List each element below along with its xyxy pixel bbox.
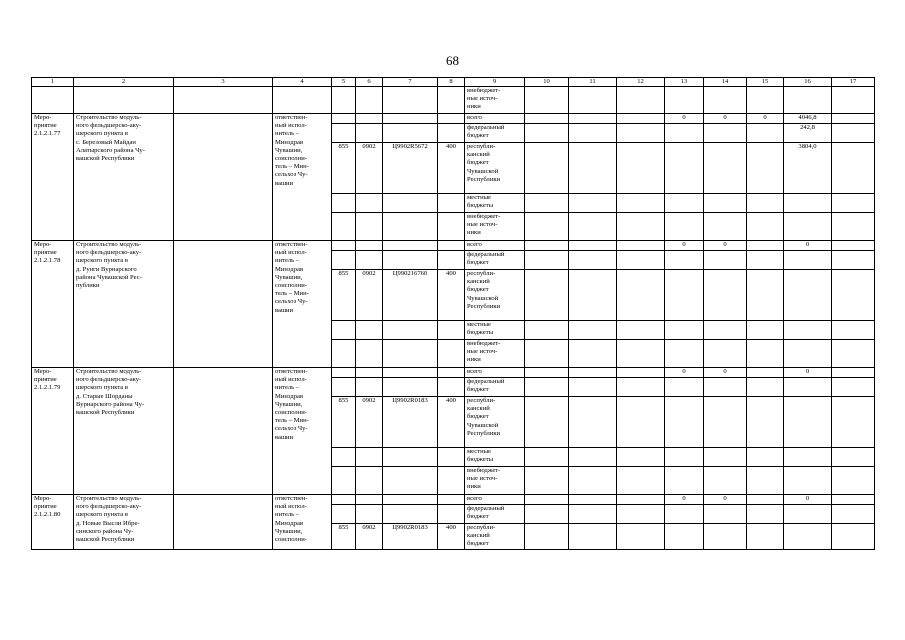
cell — [383, 505, 438, 524]
source-label: республи- канский бюджет — [465, 524, 525, 550]
source-label: всего — [465, 241, 525, 251]
cell — [383, 213, 438, 241]
header-cell: 16 — [784, 78, 832, 87]
cell — [383, 467, 438, 495]
cell — [747, 270, 784, 321]
cell — [174, 87, 273, 114]
cell — [569, 321, 617, 340]
cell — [747, 87, 784, 114]
cell — [332, 251, 356, 270]
cell — [356, 251, 383, 270]
cell — [747, 467, 784, 495]
cell — [665, 524, 704, 550]
value-cell: 0 — [747, 114, 784, 124]
cell — [665, 213, 704, 241]
header-cell: 13 — [665, 78, 704, 87]
cell — [704, 524, 747, 550]
header-cell: 7 — [383, 78, 438, 87]
cell — [665, 251, 704, 270]
cell — [332, 378, 356, 397]
cell — [665, 378, 704, 397]
cell — [784, 505, 832, 524]
cell — [832, 397, 875, 448]
cell — [332, 321, 356, 340]
cell — [332, 505, 356, 524]
source-label: внебюджет- ные источ- ники — [465, 467, 525, 495]
cell — [704, 143, 747, 194]
cell — [32, 87, 74, 114]
description-cell: Строительство модуль- ного фельдшерско-аку- шерского пункта в д. Рунги Вурнарского района Чувашской Рес- публики — [74, 241, 174, 368]
value-cell — [784, 397, 832, 448]
cell — [438, 241, 465, 251]
cell — [832, 368, 875, 378]
cell — [438, 251, 465, 270]
value-cell — [747, 368, 784, 378]
cell — [704, 321, 747, 340]
value-cell: 242,8 — [784, 124, 832, 143]
cell — [784, 87, 832, 114]
cell — [273, 87, 332, 114]
cell — [438, 321, 465, 340]
cell — [617, 321, 665, 340]
executor-cell: ответствен- ный испол- нитель – Минздрав Чувашии, соисполни- тель – Мин- сельхоз Чу- вашии — [273, 368, 332, 495]
cell — [617, 143, 665, 194]
cell — [569, 114, 617, 124]
cell — [332, 241, 356, 251]
table-row — [32, 495, 875, 505]
cell — [747, 143, 784, 194]
source-label: федеральный бюджет — [465, 505, 525, 524]
cell — [704, 194, 747, 213]
cell — [747, 524, 784, 550]
cell — [525, 87, 569, 114]
cell — [174, 241, 273, 368]
cell — [332, 124, 356, 143]
cell — [569, 505, 617, 524]
cell — [832, 241, 875, 251]
cell — [356, 505, 383, 524]
cell — [525, 505, 569, 524]
cell — [832, 505, 875, 524]
cell — [832, 270, 875, 321]
cell — [332, 114, 356, 124]
value-cell: 0 — [704, 495, 747, 505]
cell — [438, 87, 465, 114]
source-label: федеральный бюджет — [465, 378, 525, 397]
description-cell: Строительство модуль- ного фельдшерско-аку- шерского пункта в д. Старые Шорданы Вурнарского района Чу- вашской Республики — [74, 368, 174, 495]
cell — [784, 467, 832, 495]
executor-cell: ответствен- ный испол- нитель – Минздрав Чувашии, соисполни- тель – Мин- сельхоз Чу- вашии — [273, 114, 332, 241]
cell — [383, 495, 438, 505]
header-cell: 2 — [74, 78, 174, 87]
cell — [569, 87, 617, 114]
cell — [525, 321, 569, 340]
source-label: республи- канский бюджет Чувашской Республики — [465, 270, 525, 321]
cell — [525, 340, 569, 368]
cell — [569, 378, 617, 397]
cell — [438, 114, 465, 124]
cell — [332, 467, 356, 495]
cell — [832, 340, 875, 368]
cell — [704, 213, 747, 241]
cell — [665, 87, 704, 114]
cell — [784, 213, 832, 241]
vr-cell: 400 — [438, 143, 465, 194]
cell — [569, 194, 617, 213]
source-label: республи- канский бюджет Чувашской Республики — [465, 397, 525, 448]
cell — [704, 340, 747, 368]
value-cell: 0 — [784, 368, 832, 378]
cell — [784, 448, 832, 467]
cell — [383, 87, 438, 114]
value-cell: 3804,0 — [784, 143, 832, 194]
cell — [356, 213, 383, 241]
cell — [617, 495, 665, 505]
header-cell: 3 — [174, 78, 273, 87]
cell — [383, 251, 438, 270]
cell — [438, 505, 465, 524]
cell — [704, 270, 747, 321]
cell — [784, 340, 832, 368]
cell — [438, 378, 465, 397]
header-row — [32, 78, 875, 87]
header-cell: 12 — [617, 78, 665, 87]
cell — [332, 213, 356, 241]
cell — [617, 378, 665, 397]
cell — [438, 213, 465, 241]
csr-cell: Ц9902R5672 — [383, 143, 438, 194]
cell — [569, 270, 617, 321]
cell — [747, 378, 784, 397]
cell — [832, 87, 875, 114]
cell — [617, 270, 665, 321]
value-cell — [747, 495, 784, 505]
event-cell: Меро- приятие 2.1.2.1.77 — [32, 114, 74, 241]
cell — [704, 397, 747, 448]
source-label: местные бюджеты — [465, 448, 525, 467]
cell — [438, 448, 465, 467]
cell — [525, 397, 569, 448]
event-cell: Меро- приятие 2.1.2.1.80 — [32, 495, 74, 550]
table-row — [32, 368, 875, 378]
cell — [525, 467, 569, 495]
table-row — [32, 114, 875, 124]
value-cell: 0 — [665, 368, 704, 378]
cell — [832, 495, 875, 505]
cell — [438, 340, 465, 368]
header-cell: 1 — [32, 78, 74, 87]
cell — [438, 124, 465, 143]
header-cell: 5 — [332, 78, 356, 87]
cell — [438, 194, 465, 213]
cell — [356, 378, 383, 397]
cell — [525, 194, 569, 213]
page-number: 68 — [446, 53, 459, 68]
vr-cell: 400 — [438, 270, 465, 321]
cell — [356, 321, 383, 340]
cell — [617, 368, 665, 378]
header-cell: 15 — [747, 78, 784, 87]
cell — [525, 251, 569, 270]
cell — [832, 124, 875, 143]
cell — [383, 448, 438, 467]
cell — [617, 114, 665, 124]
cell — [832, 143, 875, 194]
source-label: всего — [465, 368, 525, 378]
cell — [747, 124, 784, 143]
cell — [525, 241, 569, 251]
value-cell: 0 — [704, 241, 747, 251]
cell — [704, 467, 747, 495]
vr-cell: 400 — [438, 524, 465, 550]
cell — [383, 368, 438, 378]
source-label: всего — [465, 114, 525, 124]
cell — [747, 397, 784, 448]
cell — [332, 495, 356, 505]
executor-cell: ответствен- ный испол- нитель – Минздрав Чувашии, соисполни- — [273, 495, 332, 550]
cell — [569, 467, 617, 495]
cell — [665, 270, 704, 321]
cell — [525, 495, 569, 505]
header-cell: 6 — [356, 78, 383, 87]
source-label: внебюджет- ные источ- ники — [465, 87, 525, 114]
grbs-cell: 855 — [332, 143, 356, 194]
cell — [569, 340, 617, 368]
rzpr-cell: 0902 — [356, 143, 383, 194]
cell — [356, 467, 383, 495]
cell — [525, 143, 569, 194]
cell — [356, 194, 383, 213]
source-label: федеральный бюджет — [465, 124, 525, 143]
value-cell: 0 — [665, 114, 704, 124]
cell — [383, 378, 438, 397]
cell — [356, 368, 383, 378]
cell — [617, 241, 665, 251]
header-cell: 11 — [569, 78, 617, 87]
cell — [383, 114, 438, 124]
description-cell: Строительство модуль- ного фельдшерско-аку- шерского пункта в д. Новые Высли Ибре- синского района Чу- вашской Республики — [74, 495, 174, 550]
value-cell — [747, 241, 784, 251]
csr-cell: Ц9902R0183 — [383, 397, 438, 448]
cell — [665, 340, 704, 368]
cell — [617, 87, 665, 114]
cell — [747, 448, 784, 467]
cell — [832, 251, 875, 270]
cell — [747, 340, 784, 368]
continuation-row — [32, 87, 875, 114]
event-cell: Меро- приятие 2.1.2.1.78 — [32, 241, 74, 368]
source-label: всего — [465, 495, 525, 505]
header-cell: 4 — [273, 78, 332, 87]
cell — [383, 194, 438, 213]
cell — [356, 448, 383, 467]
value-cell: 0 — [665, 241, 704, 251]
cell — [617, 397, 665, 448]
executor-cell: ответствен- ный испол- нитель – Минздрав Чувашии, соисполни- тель – Мин- сельхоз Чу- вашии — [273, 241, 332, 368]
cell — [784, 524, 832, 550]
value-cell: 4046,8 — [784, 114, 832, 124]
cell — [569, 397, 617, 448]
grbs-cell: 855 — [332, 524, 356, 550]
cell — [569, 213, 617, 241]
cell — [832, 467, 875, 495]
cell — [525, 378, 569, 397]
cell — [438, 467, 465, 495]
cell — [525, 114, 569, 124]
source-label: республи- канский бюджет Чувашской Республики — [465, 143, 525, 194]
vr-cell: 400 — [438, 397, 465, 448]
cell — [332, 87, 356, 114]
cell — [569, 124, 617, 143]
cell — [617, 213, 665, 241]
cell — [569, 368, 617, 378]
cell — [832, 378, 875, 397]
cell — [784, 194, 832, 213]
cell — [617, 194, 665, 213]
cell — [747, 213, 784, 241]
source-label: федеральный бюджет — [465, 251, 525, 270]
csr-cell: Ц9902R0183 — [383, 524, 438, 550]
cell — [832, 524, 875, 550]
cell — [174, 114, 273, 241]
grbs-cell: 855 — [332, 397, 356, 448]
cell — [332, 448, 356, 467]
cell — [747, 251, 784, 270]
cell — [832, 448, 875, 467]
value-cell — [784, 251, 832, 270]
header-cell: 17 — [832, 78, 875, 87]
cell — [665, 321, 704, 340]
csr-cell: Ц990216760 — [383, 270, 438, 321]
cell — [747, 505, 784, 524]
cell — [617, 448, 665, 467]
source-label: местные бюджеты — [465, 321, 525, 340]
source-label: внебюджет- ные источ- ники — [465, 213, 525, 241]
cell — [356, 495, 383, 505]
cell — [174, 368, 273, 495]
budget-table — [31, 77, 875, 550]
cell — [665, 124, 704, 143]
cell — [438, 368, 465, 378]
cell — [332, 340, 356, 368]
value-cell: 0 — [704, 368, 747, 378]
value-cell: 0 — [665, 495, 704, 505]
cell — [383, 340, 438, 368]
cell — [665, 467, 704, 495]
rzpr-cell: 0902 — [356, 524, 383, 550]
cell — [665, 448, 704, 467]
cell — [569, 241, 617, 251]
cell — [832, 194, 875, 213]
cell — [383, 241, 438, 251]
cell — [617, 340, 665, 368]
cell — [438, 495, 465, 505]
header-cell: 8 — [438, 78, 465, 87]
cell — [569, 143, 617, 194]
cell — [665, 143, 704, 194]
cell — [617, 251, 665, 270]
cell — [704, 251, 747, 270]
table-row — [32, 241, 875, 251]
header-cell: 10 — [525, 78, 569, 87]
cell — [704, 378, 747, 397]
cell — [525, 124, 569, 143]
cell — [704, 448, 747, 467]
cell — [525, 448, 569, 467]
cell — [617, 524, 665, 550]
cell — [617, 467, 665, 495]
event-cell: Меро- приятие 2.1.2.1.79 — [32, 368, 74, 495]
cell — [383, 124, 438, 143]
cell — [832, 213, 875, 241]
rzpr-cell: 0902 — [356, 270, 383, 321]
cell — [356, 241, 383, 251]
value-cell: 0 — [704, 114, 747, 124]
cell — [617, 124, 665, 143]
cell — [174, 495, 273, 550]
cell — [525, 524, 569, 550]
cell — [747, 321, 784, 340]
cell — [704, 124, 747, 143]
value-cell — [784, 378, 832, 397]
header-cell: 9 — [465, 78, 525, 87]
value-cell: 0 — [784, 241, 832, 251]
cell — [332, 194, 356, 213]
cell — [665, 194, 704, 213]
cell — [569, 524, 617, 550]
cell — [383, 321, 438, 340]
cell — [525, 270, 569, 321]
table-body — [32, 78, 875, 550]
cell — [832, 321, 875, 340]
cell — [569, 495, 617, 505]
value-cell — [784, 270, 832, 321]
cell — [356, 340, 383, 368]
cell — [356, 124, 383, 143]
cell — [569, 448, 617, 467]
cell — [332, 368, 356, 378]
cell — [525, 368, 569, 378]
cell — [356, 87, 383, 114]
cell — [704, 87, 747, 114]
grbs-cell: 855 — [332, 270, 356, 321]
cell — [569, 251, 617, 270]
cell — [665, 505, 704, 524]
cell — [747, 194, 784, 213]
source-label: местные бюджеты — [465, 194, 525, 213]
header-cell: 14 — [704, 78, 747, 87]
cell — [704, 505, 747, 524]
source-label: внебюджет- ные источ- ники — [465, 340, 525, 368]
cell — [832, 114, 875, 124]
description-cell: Строительство модуль- ного фельдшерско-аку- шерского пункта в с. Березовый Майдан Алатырского района Чу- вашской Республики — [74, 114, 174, 241]
cell — [356, 114, 383, 124]
cell — [665, 397, 704, 448]
cell — [617, 505, 665, 524]
value-cell: 0 — [784, 495, 832, 505]
cell — [525, 213, 569, 241]
rzpr-cell: 0902 — [356, 397, 383, 448]
cell — [784, 321, 832, 340]
cell — [74, 87, 174, 114]
